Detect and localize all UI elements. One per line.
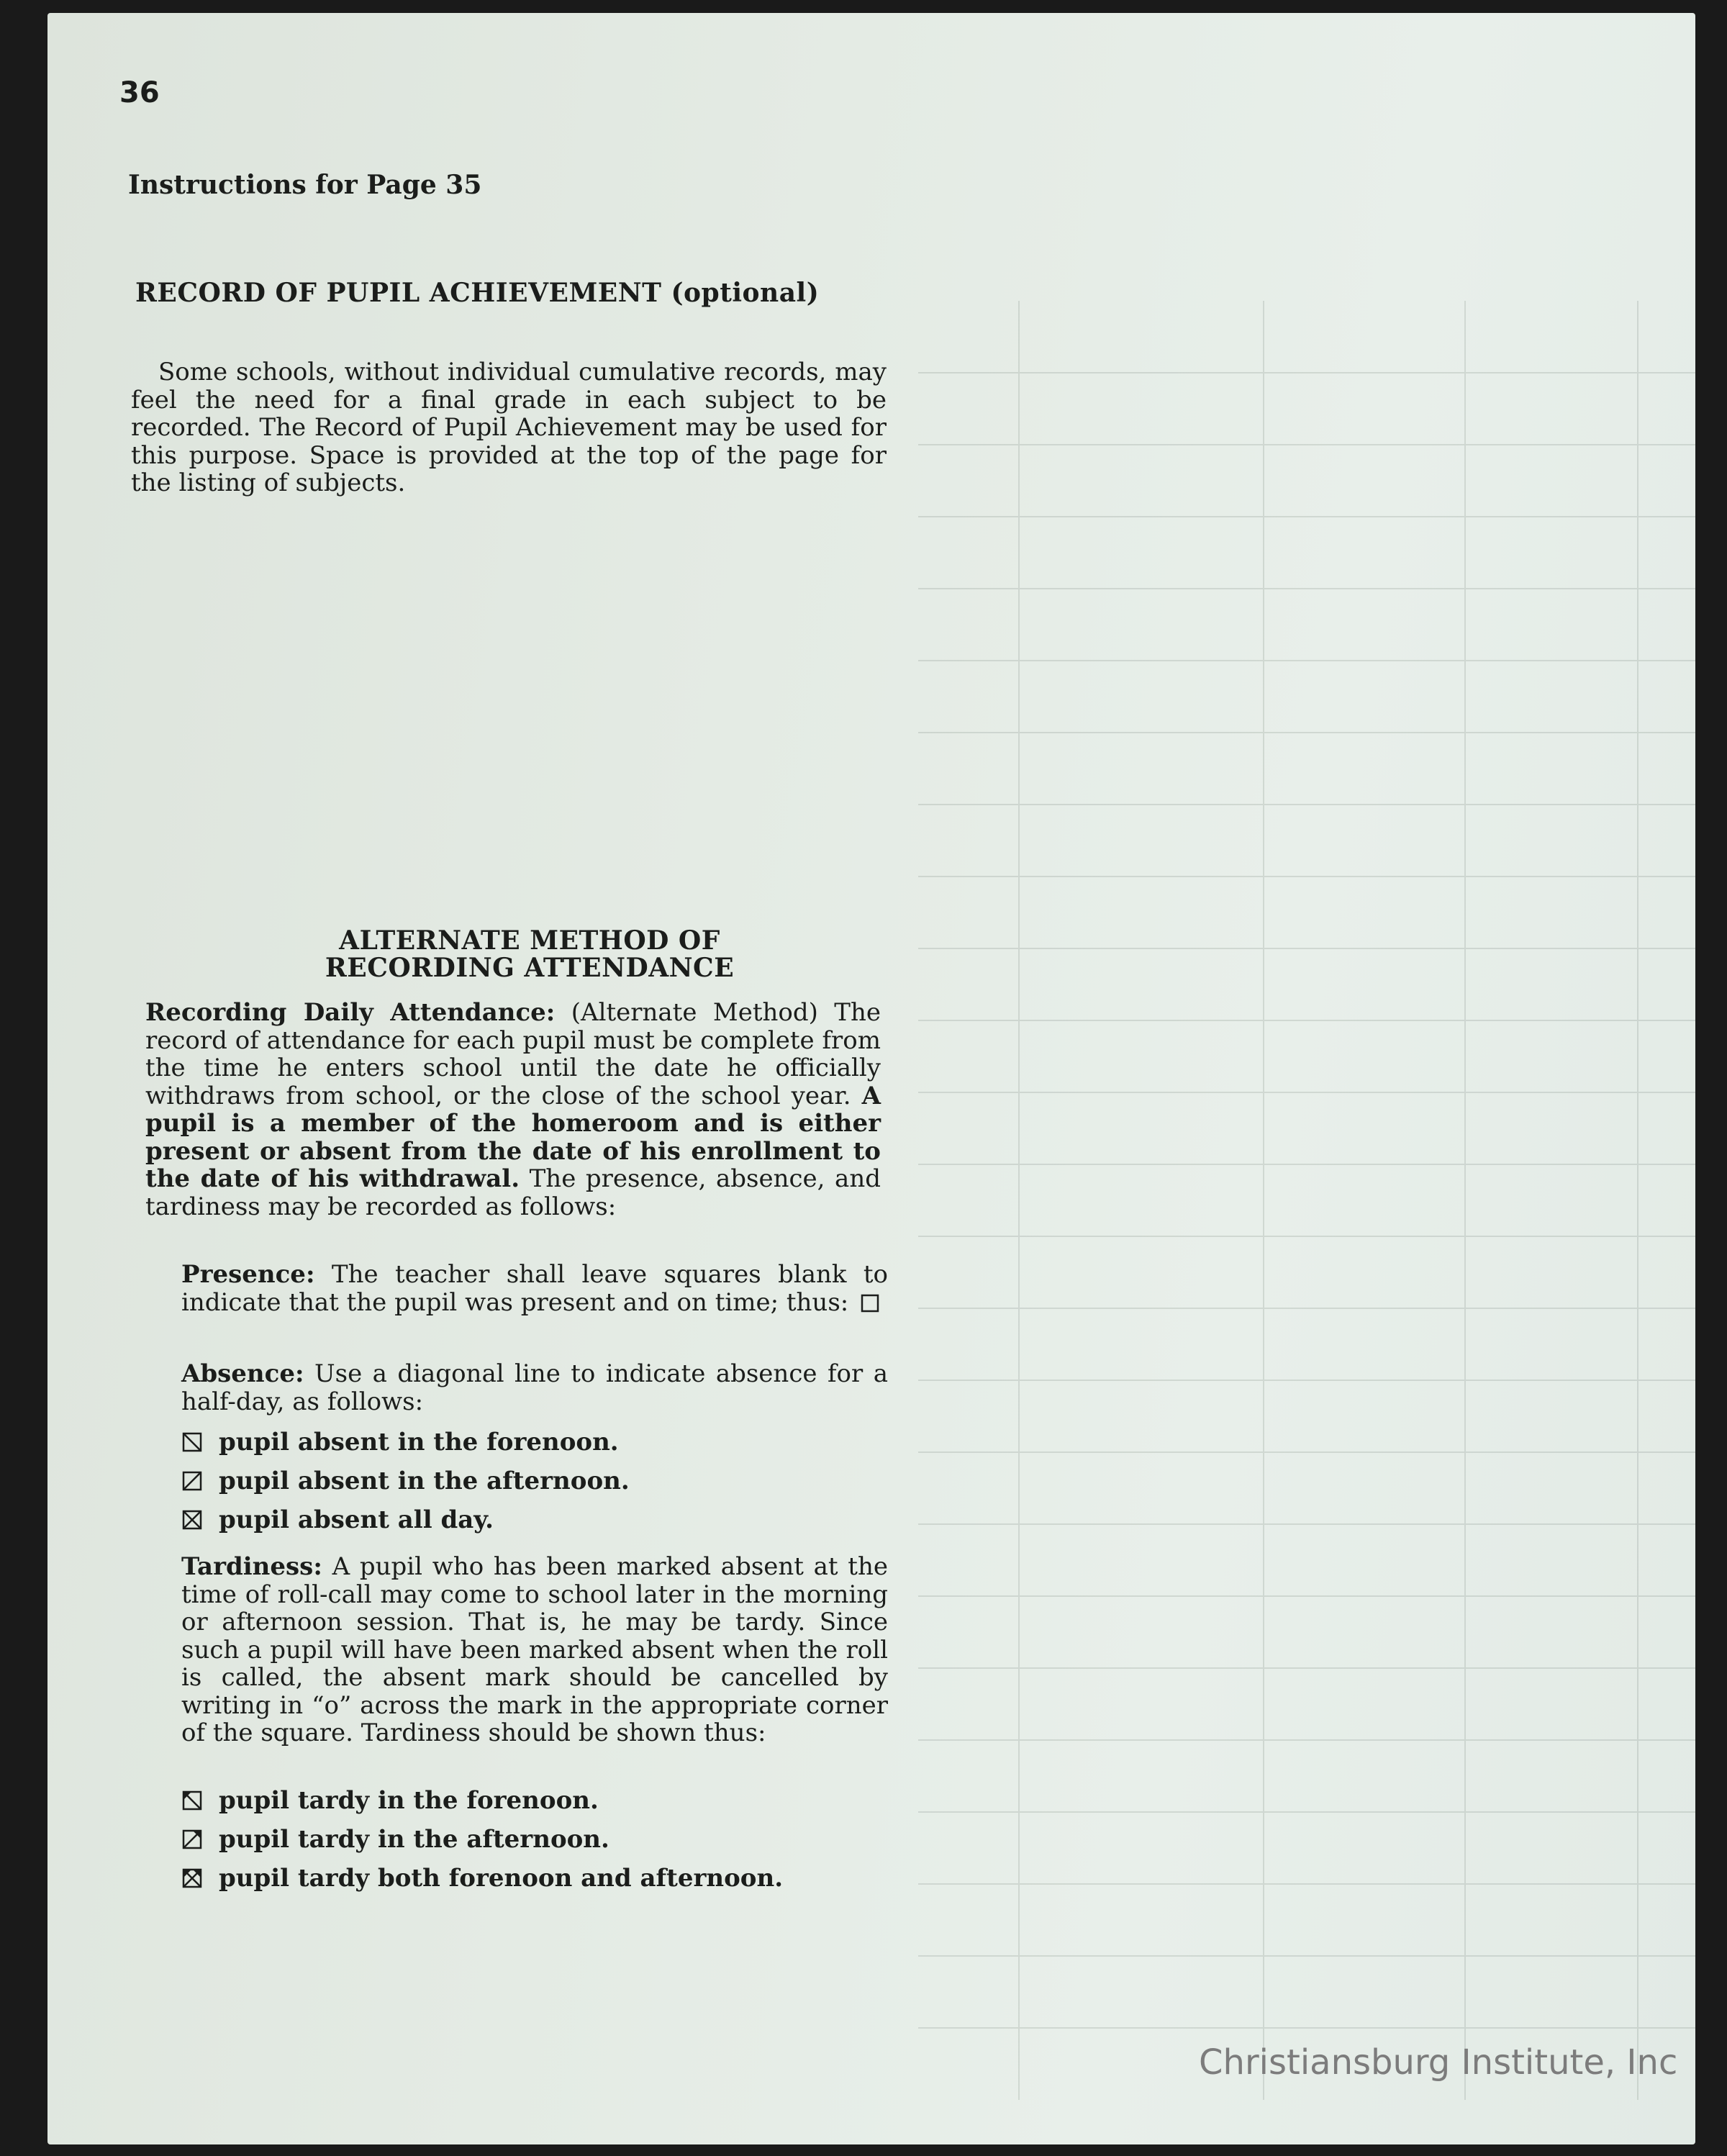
alternate-method-title: [220, 927, 839, 982]
tardiness-text: A pupil who has been marked absent at the time of roll-call may come to school later in the morning or afternoon session. That is, he may be tardy. Since such a pupil will have been marked absent when the roll is called, the absent mark should be cancelled by writing in “o” across the mark in the appropriate corner of the square. Tardiness should be shown thus:: [181, 1552, 888, 1747]
alternate-title-line1: ALTERNATE METHOD OF: [339, 925, 720, 956]
presence-text: The teacher shall leave squares blank to indicate that the pupil was present and on time; thus:: [181, 1260, 888, 1317]
recording-lead-tail: The presence, absence, and tardiness may be recorded as follows:: [145, 1164, 881, 1221]
blank-square-icon: [861, 1294, 879, 1313]
tardy-item-afternoon: [181, 1825, 609, 1854]
tardy-afternoon-icon: [181, 1829, 203, 1850]
tardy-item-label: pupil tardy in the forenoon.: [219, 1786, 599, 1815]
recording-lead-label: Recording Daily Attendance:: [145, 998, 556, 1027]
absent-afternoon-icon: [181, 1470, 203, 1492]
absence-paragraph: [181, 1360, 888, 1416]
document-page: [47, 13, 1695, 2144]
watermark: Christiansburg Institute, Inc: [1199, 2042, 1678, 2083]
absence-label: Absence:: [181, 1359, 304, 1388]
recording-daily-attendance-paragraph: [145, 999, 881, 1220]
presence-label: Presence:: [181, 1260, 315, 1289]
bleed-through-grid: [918, 157, 1695, 2143]
tardy-item-both: [181, 1864, 783, 1893]
absent-forenoon-icon: [181, 1431, 203, 1453]
recording-lead-bold: A pupil is a member of the homeroom and is either present or absent from the date of his enrollment to the date of his withdrawal.: [145, 1081, 881, 1193]
achievement-title-text: RECORD OF PUPIL ACHIEVEMENT: [135, 278, 662, 308]
presence-paragraph: [181, 1261, 888, 1316]
recording-lead-text: (Alternate Method) The record of attendance for each pupil must be complete from the time he enters school until the date he officially withdraws from school, or the close of the school year.: [145, 998, 881, 1110]
tardy-item-forenoon: [181, 1786, 599, 1815]
absence-item-label: pupil absent all day.: [219, 1505, 494, 1534]
instructions-heading: Instructions for Page 35: [128, 170, 482, 200]
achievement-title-suffix: (optional): [671, 278, 820, 308]
tardiness-label: Tardiness:: [181, 1552, 322, 1581]
alternate-title-line2: RECORDING ATTENDANCE: [325, 953, 735, 983]
tardy-forenoon-icon: [181, 1790, 203, 1811]
tardiness-paragraph: [181, 1553, 888, 1747]
absence-item-label: pupil absent in the afternoon.: [219, 1467, 630, 1495]
tardy-item-label: pupil tardy both forenoon and afternoon.: [219, 1864, 784, 1893]
absence-text: Use a diagonal line to indicate absence for a half-day, as follows:: [181, 1359, 888, 1416]
page-number: 36: [119, 76, 160, 109]
achievement-paragraph: Some schools, without individual cumulative records, may feel the need for a final grade in each subject to be recorded. The Record of Pupil Achievement may be used for this purpose. Space is provided at the top of the page for the listing of subjects.: [131, 358, 887, 497]
absent-all-day-icon: [181, 1509, 203, 1531]
absence-item-all-day: [181, 1505, 494, 1534]
absence-item-forenoon: [181, 1428, 619, 1457]
absence-item-afternoon: [181, 1467, 630, 1495]
tardy-both-icon: [181, 1867, 203, 1889]
absence-item-label: pupil absent in the forenoon.: [219, 1428, 619, 1457]
achievement-title: [135, 278, 819, 308]
tardy-item-label: pupil tardy in the afternoon.: [219, 1825, 609, 1854]
